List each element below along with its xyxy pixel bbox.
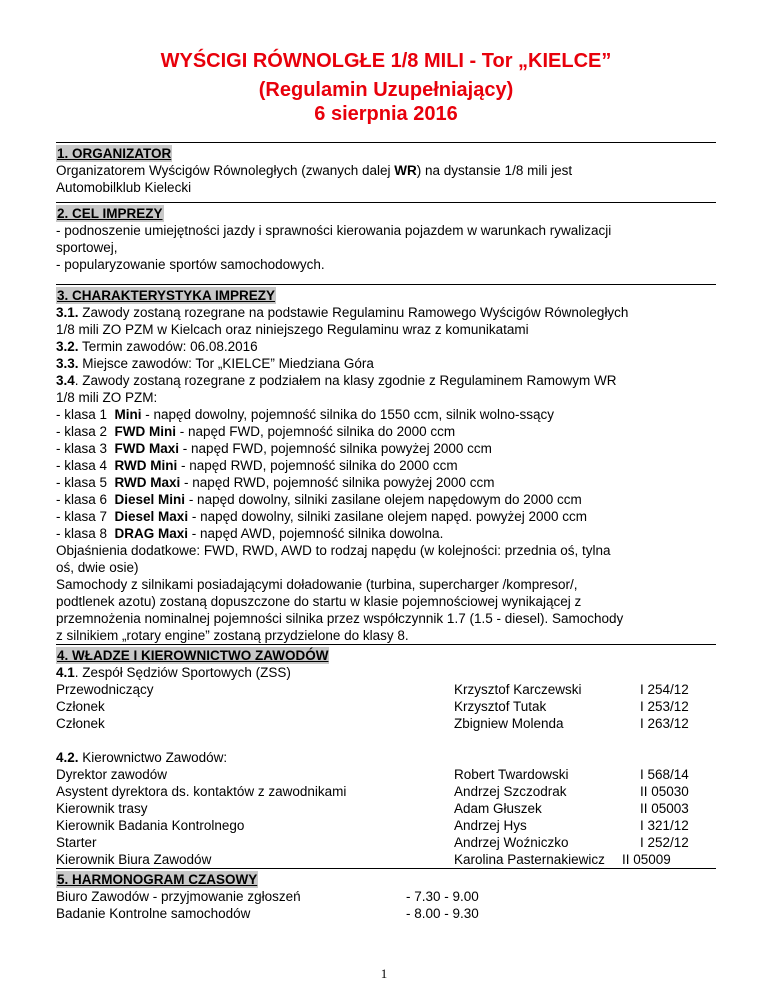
person-name: Krzysztof Karczewski — [454, 682, 582, 697]
class-item: - klasa 1 Mini - napęd dowolny, pojemność silnika do 1550 ccm, silnik wolno-ssący — [56, 407, 554, 422]
role: Dyrektor zawodów — [56, 767, 168, 782]
page-number: 1 — [380, 966, 388, 981]
role: Przewodniczący — [56, 682, 154, 697]
license-number: I 252/12 — [640, 835, 689, 850]
class-item: - klasa 2 FWD Mini - napęd FWD, pojemność silnika do 2000 ccm — [56, 424, 456, 439]
section-divider — [56, 142, 716, 143]
turbo-note: przemnożenia nominalnej pojemności silnika przez współczynnik 1.7 (1.5 - diesel). Samochody — [56, 611, 624, 626]
class-item: - klasa 6 Diesel Mini - napęd dowolny, silniki zasilane olejem napędowym do 2000 ccm — [56, 492, 582, 507]
person-name: Andrzej Szczodrak — [454, 784, 567, 799]
section-heading: 3. CHARAKTERYSTYKA IMPREZY — [57, 288, 276, 303]
section-divider — [56, 284, 716, 285]
paragraph-4-2: 4.2. Kierownictwo Zawodów: — [56, 750, 228, 765]
zss-row — [56, 681, 716, 698]
section-divider — [56, 868, 716, 869]
license-number: II 05009 — [622, 852, 671, 867]
section-heading: 1. ORGANIZATOR — [57, 146, 172, 161]
schedule-label: Biuro Zawodów - przyjmowanie zgłoszeń — [56, 889, 301, 904]
person-name: Robert Twardowski — [454, 767, 569, 782]
section-heading: 2. CEL IMPREZY — [57, 206, 163, 221]
license-number: I 254/12 — [640, 682, 689, 697]
document-subtitle: (Regulamin Uzupełniający) — [258, 79, 514, 101]
license-number: II 05030 — [640, 784, 689, 799]
role: Kierownik Biura Zawodów — [56, 852, 212, 867]
license-number: I 321/12 — [640, 818, 689, 833]
document-date: 6 sierpnia 2016 — [314, 103, 458, 125]
organizer-text: Organizatorem Wyścigów Równoległych (zwanych dalej WR) na dystansie 1/8 mili jest — [56, 163, 573, 178]
explanation: Objaśnienia dodatkowe: FWD, RWD, AWD to rodzaj napędu (w kolejności: przednia oś, tylna — [56, 543, 611, 558]
person-name: Karolina Pasternakiewicz — [454, 852, 605, 867]
goal-item: - popularyzowanie sportów samochodowych. — [56, 257, 325, 272]
license-number: I 253/12 — [640, 699, 689, 714]
person-name: Andrzej Hys — [454, 818, 527, 833]
section-divider — [56, 202, 716, 203]
section-heading: 4. WŁADZE I KIEROWNICTWO ZAWODÓW — [57, 648, 329, 663]
license-number: I 263/12 — [640, 716, 689, 731]
schedule-time: - 8.00 - 9.30 — [406, 906, 479, 921]
organizer-text-line2: Automobilklub Kielecki — [56, 180, 192, 195]
paragraph-4-1: 4.1. Zespół Sędziów Sportowych (ZSS) — [56, 665, 291, 680]
zss-row — [56, 698, 716, 715]
section-divider — [56, 644, 716, 645]
turbo-note: z silnikiem „rotary engine” zostaną przydzielone do klasy 8. — [56, 628, 409, 643]
goal-item: - podnoszenie umiejętności jazdy i sprawności kierowania pojazdem w warunkach rywalizacji — [56, 223, 612, 238]
section-charakterystyka — [56, 287, 716, 644]
role: Członek — [56, 699, 105, 714]
person-name: Zbigniew Molenda — [454, 716, 564, 731]
staff-row — [56, 766, 716, 783]
person-name: Krzysztof Tutak — [454, 699, 547, 714]
schedule-row — [56, 888, 716, 905]
schedule-time: - 7.30 - 9.00 — [406, 889, 479, 904]
paragraph-3-4-cont: 1/8 mili ZO PZM: — [56, 390, 158, 405]
turbo-note: podtlenek azotu) zostaną dopuszczone do startu w klasie pojemnościowej wynikającej z — [56, 594, 582, 609]
role: Starter — [56, 835, 97, 850]
goal-item-cont: sportowej, — [56, 240, 118, 255]
paragraph-3-4: 3.4. Zawody zostaną rozegrane z podziałem na klasy zgodnie z Regulaminem Ramowym WR — [56, 373, 617, 388]
explanation-cont: oś, dwie osie) — [56, 560, 139, 575]
class-item: - klasa 4 RWD Mini - napęd RWD, pojemność silnika do 2000 ccm — [56, 458, 458, 473]
license-number: I 568/14 — [640, 767, 689, 782]
paragraph-3-2: 3.2. Termin zawodów: 06.08.2016 — [56, 339, 258, 354]
role: Asystent dyrektora ds. kontaktów z zawodnikami — [56, 784, 347, 799]
role: Członek — [56, 716, 105, 731]
staff-row — [56, 817, 716, 834]
zss-row — [56, 715, 716, 732]
staff-row — [56, 783, 716, 800]
class-item: - klasa 8 DRAG Maxi - napęd AWD, pojemność silnika dowolna. — [56, 526, 444, 541]
staff-row — [56, 851, 716, 868]
document-title: WYŚCIGI RÓWNOLGŁE 1/8 MILI - Tor „KIELCE” — [160, 50, 612, 72]
staff-row — [56, 800, 716, 817]
section-organizator — [56, 145, 716, 196]
class-item: - klasa 3 FWD Maxi - napęd FWD, pojemność silnika powyżej 2000 ccm — [56, 441, 492, 456]
license-number: II 05003 — [640, 801, 689, 816]
section-heading: 5. HARMONOGRAM CZASOWY — [57, 872, 258, 887]
class-item: - klasa 5 RWD Maxi - napęd RWD, pojemność silnika powyżej 2000 ccm — [56, 475, 495, 490]
schedule-row — [56, 905, 716, 922]
person-name: Adam Głuszek — [454, 801, 542, 816]
staff-row — [56, 834, 716, 851]
role: Kierownik Badania Kontrolnego — [56, 818, 245, 833]
class-item: - klasa 7 Diesel Maxi - napęd dowolny, silniki zasilane olejem napęd. powyżej 2000 ccm — [56, 509, 588, 524]
paragraph-3-1: 3.1. Zawody zostaną rozegrane na podstawie Regulaminu Ramowego Wyścigów Równoległych — [56, 305, 629, 320]
paragraph-3-1-cont: 1/8 mili ZO PZM w Kielcach oraz niniejszego Regulaminu wraz z komunikatami — [56, 322, 529, 337]
section-harmonogram — [56, 871, 716, 922]
schedule-label: Badanie Kontrolne samochodów — [56, 906, 251, 921]
person-name: Andrzej Woźniczko — [454, 835, 569, 850]
role: Kierownik trasy — [56, 801, 148, 816]
section-wladze — [56, 647, 716, 868]
section-cel-imprezy — [56, 205, 716, 273]
turbo-note: Samochody z silnikami posiadającymi doładowanie (turbina, supercharger /kompresor/, — [56, 577, 578, 592]
paragraph-3-3: 3.3. Miejsce zawodów: Tor „KIELCE” Miedziana Góra — [56, 356, 374, 371]
